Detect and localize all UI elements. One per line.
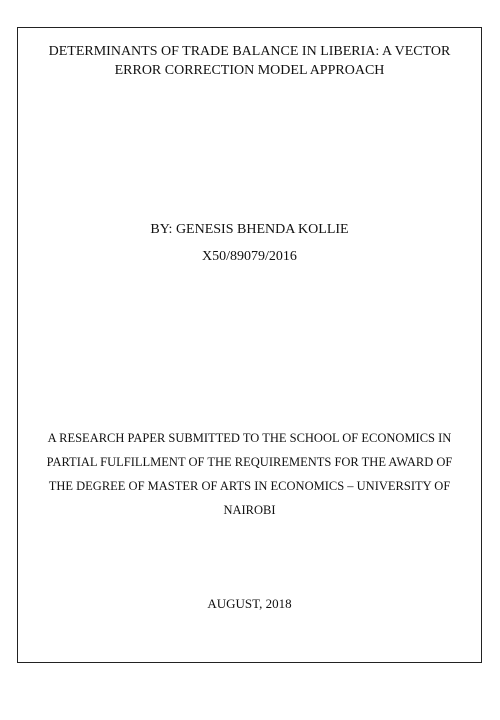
author-name: BY: GENESIS BHENDA KOLLIE	[150, 222, 349, 237]
title-line-2: ERROR CORRECTION MODEL APPROACH	[114, 63, 385, 78]
statement-line-4: NAIROBI	[223, 503, 276, 517]
statement-line-1: A RESEARCH PAPER SUBMITTED TO THE SCHOOL OF ECONOMICS IN	[47, 431, 452, 445]
title-line-1: DETERMINANTS OF TRADE BALANCE IN LIBERIA: A VECTOR	[48, 44, 451, 59]
statement-line-2: PARTIAL FULFILLMENT OF THE REQUIREMENTS FOR THE AWARD OF	[46, 455, 453, 469]
statement-line-3: THE DEGREE OF MASTER OF ARTS IN ECONOMICS – UNIVERSITY OF	[48, 479, 451, 493]
page-border	[17, 27, 482, 663]
submission-statement	[18, 426, 481, 522]
registration-number: X50/89079/2016	[202, 249, 297, 264]
document-title	[18, 42, 481, 80]
submission-date: AUGUST, 2018	[207, 596, 292, 611]
